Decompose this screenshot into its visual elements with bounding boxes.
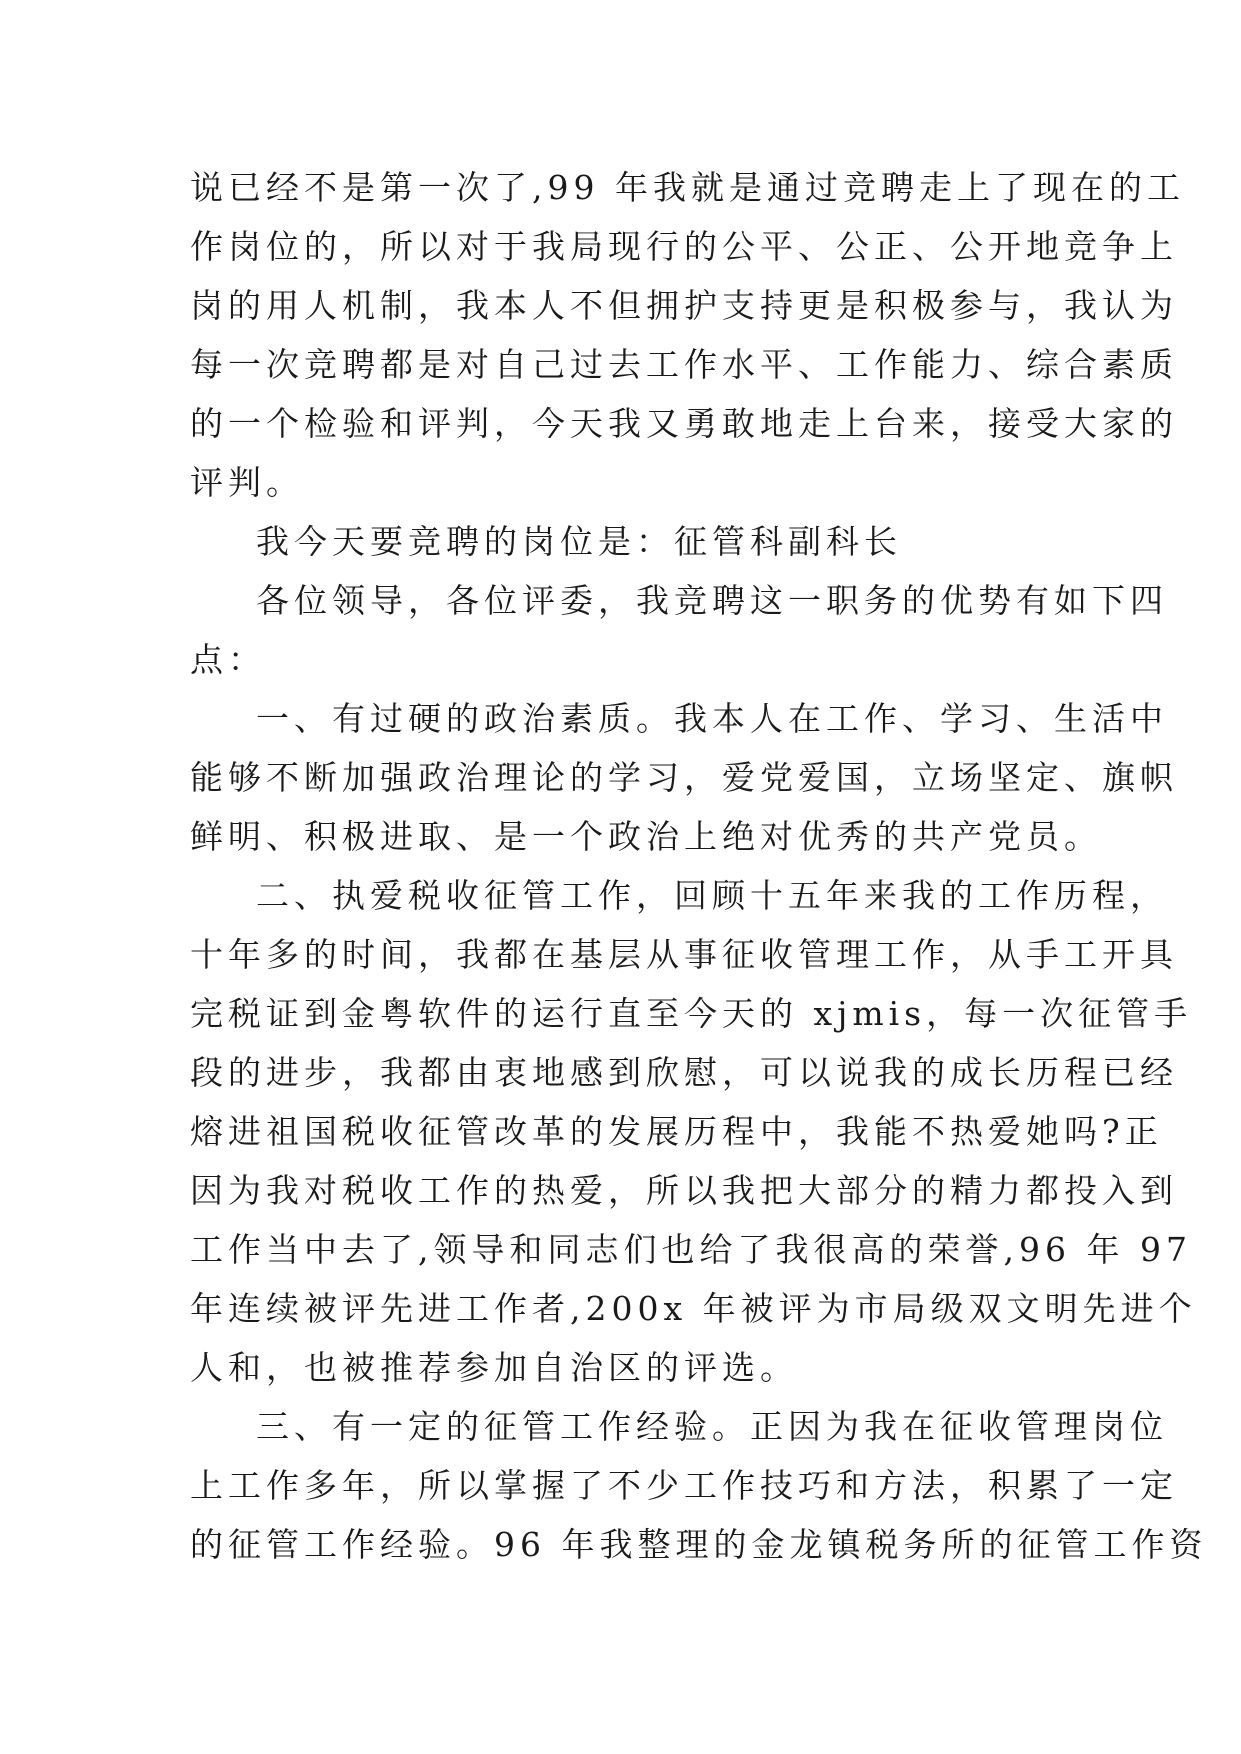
text-line: 评判。	[190, 463, 304, 502]
text-line: 三、有一定的征管工作经验。正因为我在征收管理岗位	[256, 1407, 1168, 1446]
text-line: 每一次竞聘都是对自己过去工作水平、工作能力、综合素质	[190, 345, 1178, 384]
text-line: 的一个检验和评判，今天我又勇敢地走上台来，接受大家的	[190, 404, 1178, 443]
text-line: 人和，也被推荐参加自治区的评选。	[190, 1348, 798, 1387]
text-line: 上工作多年，所以掌握了不少工作技巧和方法，积累了一定	[190, 1466, 1178, 1505]
text-line: 十年多的时间，我都在基层从事征收管理工作，从手工开具	[190, 935, 1178, 974]
text-line: 熔进祖国税收征管改革的发展历程中，我能不热爱她吗?正	[190, 1112, 1163, 1151]
text-line: 工作当中去了,领导和同志们也给了我很高的荣誉,96 年 97	[190, 1230, 1192, 1269]
document-body	[190, 158, 1208, 1574]
text-line: 的征管工作经验。96 年我整理的金龙镇税务所的征管工作资	[190, 1525, 1208, 1564]
text-line: 各位领导，各位评委，我竞聘这一职务的优势有如下四	[256, 581, 1168, 620]
text-line: 岗的用人机制，我本人不但拥护支持更是积极参与，我认为	[190, 286, 1178, 325]
text-line: 我今天要竞聘的岗位是：征管科副科长	[256, 522, 902, 561]
text-line: 因为我对税收工作的热爱，所以我把大部分的精力都投入到	[190, 1171, 1178, 1210]
text-line: 二、执爱税收征管工作，回顾十五年来我的工作历程，	[256, 876, 1168, 915]
text-line: 鲜明、积极进取、是一个政治上绝对优秀的共产党员。	[190, 817, 1102, 856]
text-line: 点：	[190, 640, 266, 679]
text-line: 段的进步，我都由衷地感到欣慰，可以说我的成长历程已经	[190, 1053, 1178, 1092]
text-line: 作岗位的，所以对于我局现行的公平、公正、公开地竞争上	[190, 227, 1178, 266]
text-line: 说已经不是第一次了,99 年我就是通过竞聘走上了现在的工	[190, 168, 1185, 207]
text-line: 能够不断加强政治理论的学习，爱党爱国，立场坚定、旗帜	[190, 758, 1178, 797]
text-line: 一、有过硬的政治素质。我本人在工作、学习、生活中	[256, 699, 1168, 738]
text-line: 年连续被评先进工作者,200x 年被评为市局级双文明先进个	[190, 1289, 1197, 1328]
text-line: 完税证到金粤软件的运行直至今天的 xjmis，每一次征管手	[190, 994, 1193, 1033]
